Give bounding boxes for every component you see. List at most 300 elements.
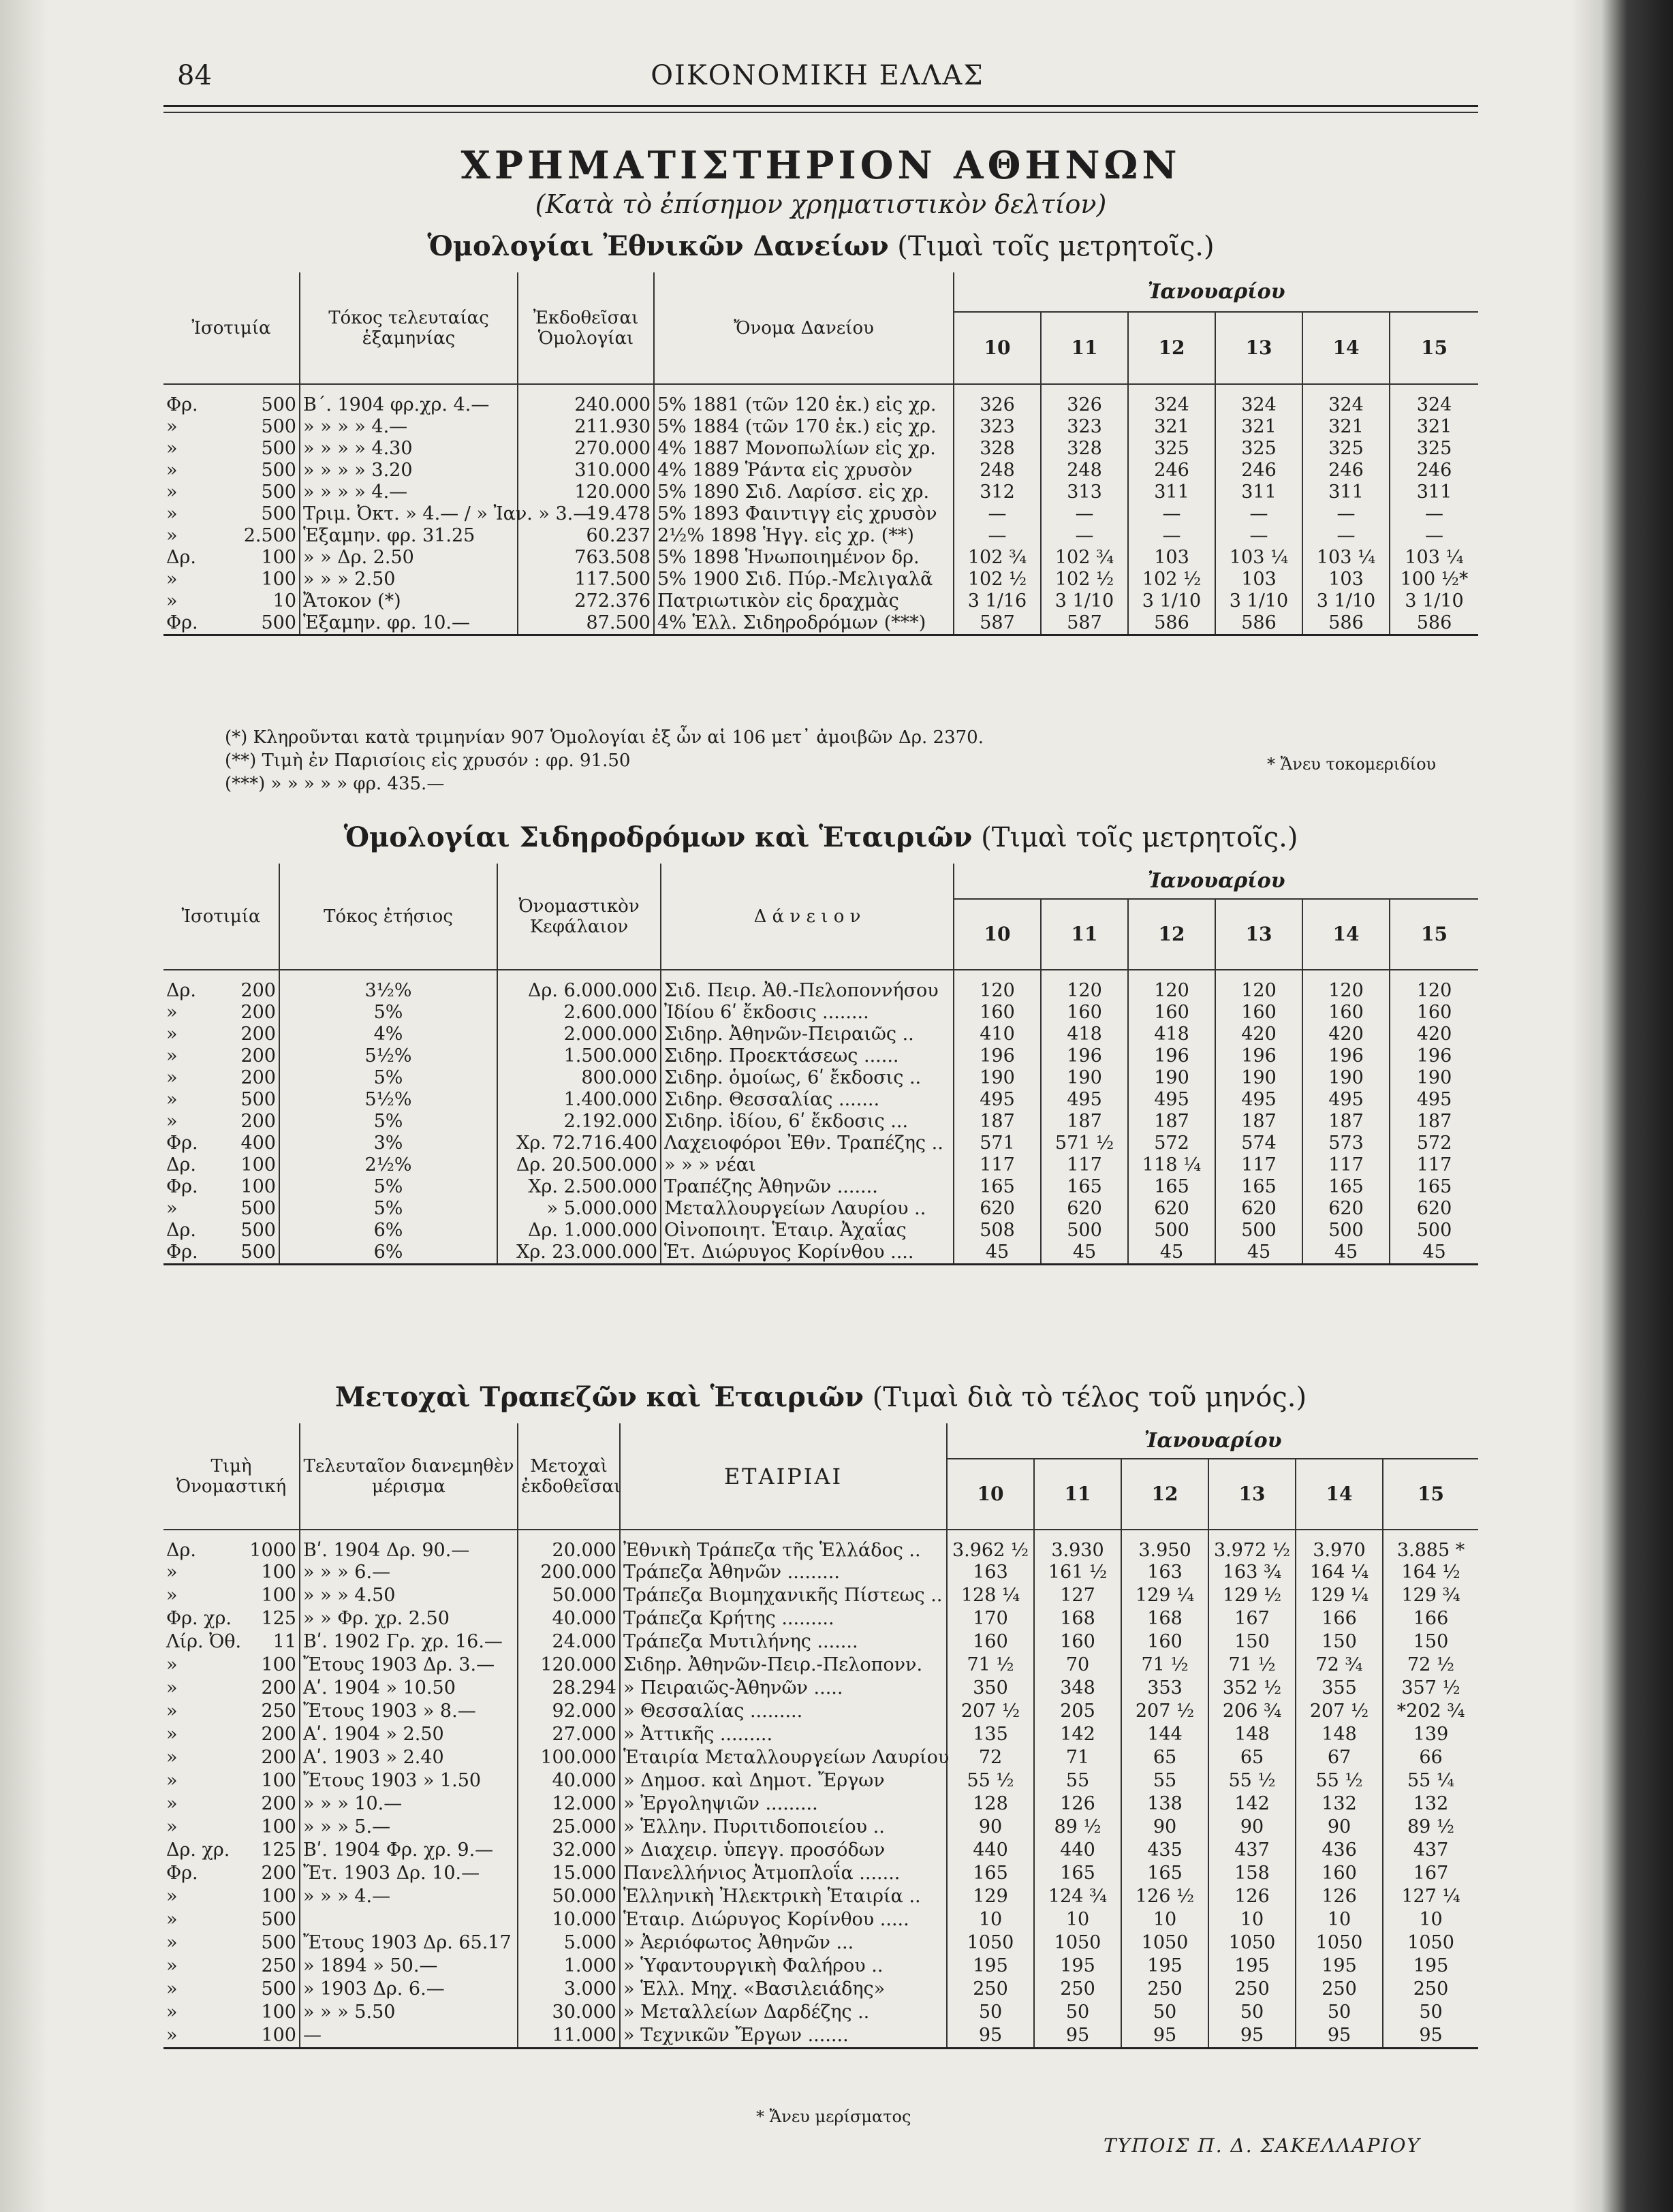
company-name-cell: » Δημοσ. καὶ Δημοτ. Ἔργων — [620, 1770, 947, 1793]
price-day-14: 325 — [1302, 438, 1390, 460]
currency: Λίρ. Ὀθ. — [166, 1631, 242, 1652]
price-day-14: 420 — [1302, 1024, 1390, 1045]
day-10: 10 — [954, 312, 1041, 384]
par-value-cell — [163, 481, 300, 503]
table-row — [163, 1067, 1478, 1089]
table-row — [163, 503, 1478, 525]
company-name-cell: » Ἀττικῆς ......... — [620, 1724, 947, 1747]
price-day-14: 72 ¾ — [1296, 1654, 1383, 1677]
price-day-10: 55 ½ — [947, 1770, 1034, 1793]
interest-cell: » » » » 4.— — [300, 481, 518, 503]
loan-name-cell: Ἑτ. Διώρυγος Κορίνθου .... — [661, 1242, 954, 1265]
par-value-cell — [163, 1176, 279, 1198]
issued-bonds-cell: 211.930 — [518, 416, 654, 438]
price-day-15: — — [1425, 525, 1444, 546]
loan-name-cell: Τραπέζης Ἀθηνῶν ....... — [661, 1176, 954, 1198]
company-name-cell: Ἑλληνικὴ Ἠλεκτρικὴ Ἑταιρία .. — [620, 1886, 947, 1909]
dividend-cell: — — [300, 2025, 518, 2048]
par-value-cell — [163, 1724, 300, 1747]
table-row — [163, 1839, 1478, 1863]
par-value: 200 — [261, 1724, 296, 1745]
loan-name-cell: 5% 1900 Σιδ. Πύρ.-Μελιγαλᾶ — [654, 569, 954, 590]
par-value-cell — [163, 1816, 300, 1839]
price-day-11: 248 — [1041, 460, 1128, 481]
section1-table-head — [163, 272, 1478, 384]
currency: » — [166, 1585, 178, 1606]
table-row — [163, 1909, 1478, 1932]
loan-name-cell: » » » νέαι — [661, 1154, 954, 1176]
table-row — [163, 1111, 1478, 1133]
price-day-13: 311 — [1215, 481, 1302, 503]
par-value-cell — [163, 1932, 300, 1955]
price-day-13: 150 — [1208, 1631, 1296, 1654]
par-value-cell — [163, 384, 300, 416]
par-value: 100 — [261, 1585, 296, 1606]
currency: Φρ. — [166, 612, 198, 633]
par-value: 500 — [261, 460, 296, 481]
currency: » — [166, 1067, 178, 1088]
day-15: 15 — [1383, 1459, 1478, 1530]
table-row — [163, 1242, 1478, 1265]
price-day-15: 187 — [1416, 1111, 1452, 1132]
interest-cell: » » » » 4.30 — [300, 438, 518, 460]
price-day-10: 250 — [947, 1978, 1034, 2002]
issued-bonds-cell: 310.000 — [518, 460, 654, 481]
price-day-11: 142 — [1034, 1724, 1121, 1747]
dividend-cell: Ἔτ. 1903 Δρ. 10.— — [300, 1863, 518, 1886]
price-day-12: 325 — [1128, 438, 1215, 460]
price-day-12: 165 — [1121, 1863, 1208, 1886]
loan-name-cell: 4% 1889 Ῥάντα εἰς χρυσὸν — [654, 460, 954, 481]
price-day-12: 65 — [1121, 1747, 1208, 1770]
price-day-12: 190 — [1128, 1067, 1215, 1089]
price-day-11: 3.930 — [1034, 1530, 1121, 1562]
day-12: 12 — [1128, 899, 1215, 970]
price-day-15: 1050 — [1407, 1932, 1454, 1953]
price-day-11: 160 — [1041, 1002, 1128, 1024]
company-name-cell: Σιδηρ. Ἀθηνῶν-Πειρ.-Πελοπονν. — [620, 1654, 947, 1677]
table-row — [163, 384, 1478, 416]
loan-name-cell: Σιδηρ. Ἀθηνῶν-Πειραιῶς .. — [661, 1024, 954, 1045]
price-day-13: 195 — [1208, 1955, 1296, 1978]
section2-table-head — [163, 864, 1478, 970]
price-day-13: 10 — [1208, 1909, 1296, 1932]
table-row — [163, 1002, 1478, 1024]
price-day-11: — — [1041, 525, 1128, 547]
price-day-10: — — [954, 525, 1041, 547]
price-day-10: 117 — [954, 1154, 1041, 1176]
par-value-cell — [163, 416, 300, 438]
par-value-cell — [163, 1002, 279, 1024]
loan-name-cell: 2½% 1898 Ἡγγ. εἰς χρ. (**) — [654, 525, 954, 547]
price-day-14: 10 — [1296, 1909, 1383, 1932]
price-day-14: 3 1/10 — [1302, 590, 1390, 612]
price-day-15: 165 — [1416, 1176, 1452, 1197]
price-day-14: 321 — [1302, 416, 1390, 438]
price-day-12: 620 — [1128, 1198, 1215, 1220]
company-name-cell: » Πειραιῶς-Ἀθηνῶν ..... — [620, 1677, 947, 1701]
par-value: 200 — [240, 1045, 276, 1066]
currency: » — [166, 569, 178, 590]
par-value: 200 — [261, 1677, 296, 1698]
loan-name-cell: 5% 1890 Σιδ. Λαρίσσ. εἰς χρ. — [654, 481, 954, 503]
table-row — [163, 1154, 1478, 1176]
price-day-13: 167 — [1208, 1608, 1296, 1631]
loan-name-cell: Οἰνοποιητ. Ἑταιρ. Ἀχαΐας — [661, 1220, 954, 1242]
par-value-cell — [163, 612, 300, 635]
price-day-12: 129 ¼ — [1121, 1585, 1208, 1608]
par-value-cell — [163, 525, 300, 547]
table-row — [163, 1133, 1478, 1154]
par-value-cell — [163, 1701, 300, 1724]
capital-cell: Δρ. 1.000.000 — [497, 1220, 661, 1242]
price-day-12: 45 — [1128, 1242, 1215, 1265]
price-day-10: 170 — [947, 1608, 1034, 1631]
price-day-15: 127 ¼ — [1401, 1886, 1460, 1907]
currency: Φρ. — [166, 1863, 198, 1884]
currency: Δρ. — [166, 1540, 196, 1561]
loan-name-cell: Σιδηρ. ὁμοίως, 6ʹ ἔκδοσις .. — [661, 1067, 954, 1089]
table-row — [163, 1045, 1478, 1067]
dividend-cell: Αʹ. 1904 » 2.50 — [300, 1724, 518, 1747]
price-day-14: 90 — [1296, 1816, 1383, 1839]
price-day-10: 1050 — [947, 1932, 1034, 1955]
price-day-13: 495 — [1215, 1089, 1302, 1111]
par-value-cell — [163, 1067, 279, 1089]
price-day-11: 127 — [1034, 1585, 1121, 1608]
price-day-13: 95 — [1208, 2025, 1296, 2048]
price-day-15: 3.885 * — [1396, 1540, 1465, 1561]
price-day-14: 620 — [1302, 1198, 1390, 1220]
price-day-15: 100 ½* — [1400, 569, 1469, 590]
note-2: (**) Τιμὴ ἐν Παρισίοις εἰς χρυσόν : φρ. 91.50 — [225, 750, 631, 771]
capital-cell: 1.500.000 — [497, 1045, 661, 1067]
price-day-13: 142 — [1208, 1793, 1296, 1816]
shares-issued-cell: 10.000 — [518, 1909, 620, 1932]
par-value-cell — [163, 1585, 300, 1608]
price-day-13: 352 ½ — [1208, 1677, 1296, 1701]
loan-name-cell: Λαχειοφόροι Ἐθν. Τραπέζης .. — [661, 1133, 954, 1154]
capital-cell: Δρ. 6.000.000 — [497, 970, 661, 1002]
table-row — [163, 2002, 1478, 2025]
price-day-10: 72 — [947, 1747, 1034, 1770]
day-12: 12 — [1121, 1459, 1208, 1530]
company-name-cell: Ἑταιρία Μεταλλουργείων Λαυρίου — [620, 1747, 947, 1770]
currency: Φρ. — [166, 1133, 198, 1154]
price-day-11: 3 1/10 — [1041, 590, 1128, 612]
price-day-11: 120 — [1041, 970, 1128, 1002]
price-day-10: 350 — [947, 1677, 1034, 1701]
main-title: ΧΡΗΜΑΤΙΣΤΗΡΙΟΝ ΑΘΗΝΩΝ — [460, 143, 1181, 188]
price-day-14: 45 — [1302, 1242, 1390, 1265]
currency: Δρ. χρ. — [166, 1839, 230, 1861]
shares-issued-cell: 24.000 — [518, 1631, 620, 1654]
day-13: 13 — [1215, 312, 1302, 384]
interest-cell: Ἑξαμην. φρ. 31.25 — [300, 525, 518, 547]
par-value: 200 — [261, 1747, 296, 1768]
price-day-14: 195 — [1296, 1955, 1383, 1978]
par-value-cell — [163, 1747, 300, 1770]
par-value: 200 — [240, 980, 276, 1001]
shares-issued-cell: 25.000 — [518, 1816, 620, 1839]
currency: » — [166, 1747, 178, 1768]
par-value-cell — [163, 438, 300, 460]
col-merisma: Τελευταῖον διανεμηθὲν μέρισμα — [300, 1423, 518, 1530]
price-day-10: 129 — [947, 1886, 1034, 1909]
price-day-12: 572 — [1128, 1133, 1215, 1154]
subtitle: (Κατὰ τὸ ἐπίσημον χρηματιστικὸν δελτίον) — [535, 189, 1107, 219]
currency: Δρ. — [166, 547, 196, 568]
currency: Φρ. — [166, 394, 198, 415]
price-day-13: 45 — [1215, 1242, 1302, 1265]
price-day-14: 103 — [1302, 569, 1390, 590]
par-value-cell — [163, 1562, 300, 1585]
price-day-14: 160 — [1302, 1002, 1390, 1024]
price-day-13: 325 — [1215, 438, 1302, 460]
price-day-12: 165 — [1128, 1176, 1215, 1198]
price-day-13: 71 ½ — [1208, 1654, 1296, 1677]
table-row — [163, 525, 1478, 547]
par-value: 100 — [261, 1654, 296, 1675]
price-day-12: 138 — [1121, 1793, 1208, 1816]
price-day-13: 148 — [1208, 1724, 1296, 1747]
par-value: 500 — [240, 1089, 276, 1110]
price-day-10: 102 ¾ — [954, 547, 1041, 569]
par-value: 11 — [272, 1631, 296, 1652]
par-value: 400 — [240, 1133, 276, 1154]
price-day-11: 102 ½ — [1041, 569, 1128, 590]
price-day-14: 355 — [1296, 1677, 1383, 1701]
par-value-cell — [163, 1154, 279, 1176]
price-day-12: 144 — [1121, 1724, 1208, 1747]
table-row — [163, 1932, 1478, 1955]
price-day-13: — — [1215, 503, 1302, 525]
par-value-cell — [163, 1978, 300, 2002]
price-day-14: 120 — [1302, 970, 1390, 1002]
par-value: 500 — [261, 612, 296, 633]
dividend-cell: Αʹ. 1904 » 10.50 — [300, 1677, 518, 1701]
price-day-12: 55 — [1121, 1770, 1208, 1793]
loan-name-cell: 5% 1898 Ἡνωποιημένον δρ. — [654, 547, 954, 569]
capital-cell: 2.600.000 — [497, 1002, 661, 1024]
par-value: 500 — [261, 503, 296, 524]
table-row — [163, 970, 1478, 1002]
dividend-cell: » » » 4.— — [300, 1886, 518, 1909]
shares-issued-cell: 50.000 — [518, 1585, 620, 1608]
par-value: 200 — [240, 1002, 276, 1023]
currency: Φρ. — [166, 1176, 198, 1197]
price-day-13: 190 — [1215, 1067, 1302, 1089]
loan-name-cell: 5% 1881 (τῶν 120 ἑκ.) εἰς χρ. — [654, 384, 954, 416]
capital-cell: 800.000 — [497, 1067, 661, 1089]
price-day-11: 620 — [1041, 1198, 1128, 1220]
par-value-cell — [163, 1793, 300, 1816]
col-isotimia: Ἰσοτιμία — [163, 272, 300, 384]
table-row — [163, 1585, 1478, 1608]
section1-table-body — [163, 384, 1478, 635]
price-day-12: 586 — [1128, 612, 1215, 635]
price-day-14: 166 — [1296, 1608, 1383, 1631]
company-name-cell: » Ὑφαντουργικὴ Φαλήρου .. — [620, 1955, 947, 1978]
interest-cell: Ἄτοκον (*) — [300, 590, 518, 612]
dividend-cell: » » » 4.50 — [300, 1585, 518, 1608]
day-12: 12 — [1128, 312, 1215, 384]
day-15: 15 — [1390, 312, 1478, 384]
interest-cell: » » » 2.50 — [300, 569, 518, 590]
interest-cell: 6% — [279, 1220, 497, 1242]
table-row — [163, 1608, 1478, 1631]
company-name-cell: » Διαχειρ. ὑπεγγ. προσόδων — [620, 1839, 947, 1863]
capital-cell: 2.000.000 — [497, 1024, 661, 1045]
par-value: 200 — [240, 1111, 276, 1132]
loan-name-cell: Ἰδίου 6ʹ ἔκδοσις ........ — [661, 1002, 954, 1024]
issued-bonds-cell: 87.500 — [518, 612, 654, 635]
price-day-10: 248 — [954, 460, 1041, 481]
currency: » — [166, 1701, 178, 1722]
price-day-14: 436 — [1296, 1839, 1383, 1863]
price-day-12: 102 ½ — [1128, 569, 1215, 590]
price-day-11: 328 — [1041, 438, 1128, 460]
price-day-12: 187 — [1128, 1111, 1215, 1133]
par-value-cell — [163, 2002, 300, 2025]
price-day-15: 620 — [1416, 1198, 1452, 1219]
capital-cell: Χρ. 2.500.000 — [497, 1176, 661, 1198]
issued-bonds-cell: 270.000 — [518, 438, 654, 460]
company-name-cell: » Ἀεριόφωτος Ἀθηνῶν ... — [620, 1932, 947, 1955]
table-row — [163, 612, 1478, 635]
price-day-13: 90 — [1208, 1816, 1296, 1839]
page-number: 84 — [177, 60, 212, 91]
interest-cell: 5% — [279, 1176, 497, 1198]
price-day-14: 103 ¼ — [1302, 547, 1390, 569]
shares-issued-cell: 11.000 — [518, 2025, 620, 2048]
par-value: 500 — [261, 1978, 296, 2000]
page-spine-shadow — [0, 0, 48, 2212]
price-day-14: 126 — [1296, 1886, 1383, 1909]
dividend-cell: » » » 6.— — [300, 1562, 518, 1585]
shares-issued-cell: 15.000 — [518, 1863, 620, 1886]
loan-name-cell: Πατριωτικὸν εἰς δραχμὰς — [654, 590, 954, 612]
par-value-cell — [163, 1045, 279, 1067]
price-day-13: — — [1215, 525, 1302, 547]
price-day-15: 150 — [1413, 1631, 1449, 1652]
price-day-10: 90 — [947, 1816, 1034, 1839]
price-day-11: 117 — [1041, 1154, 1128, 1176]
company-name-cell: Ἐθνικὴ Τράπεζα τῆς Ἑλλάδος .. — [620, 1530, 947, 1562]
interest-cell: 5½% — [279, 1045, 497, 1067]
page-edge-shadow — [1571, 0, 1673, 2212]
price-day-14: 150 — [1296, 1631, 1383, 1654]
price-day-11: 95 — [1034, 2025, 1121, 2048]
price-day-14: 187 — [1302, 1111, 1390, 1133]
price-day-11: 160 — [1034, 1631, 1121, 1654]
price-day-14: 50 — [1296, 2002, 1383, 2025]
price-day-12: 71 ½ — [1121, 1654, 1208, 1677]
price-day-11: 495 — [1041, 1089, 1128, 1111]
par-value: 500 — [240, 1220, 276, 1241]
journal-title: ΟΙΚΟΝΟΜΙΚΗ ΕΛΛΑΣ — [651, 60, 984, 91]
price-day-12: 118 ¼ — [1128, 1154, 1215, 1176]
company-name-cell: » Τεχνικῶν Ἔργων ....... — [620, 2025, 947, 2048]
section1-title: Ὁμολογίαι Ἐθνικῶν Δανείων — [427, 230, 889, 262]
shares-issued-cell: 40.000 — [518, 1608, 620, 1631]
table-row — [163, 1816, 1478, 1839]
price-day-10: 508 — [954, 1220, 1041, 1242]
dividend-cell: Αʹ. 1903 » 2.40 — [300, 1747, 518, 1770]
dividend-cell: Βʹ. 1902 Γρ. χρ. 16.— — [300, 1631, 518, 1654]
interest-cell: 5% — [279, 1198, 497, 1220]
price-day-13: 126 — [1208, 1886, 1296, 1909]
table-row — [163, 1955, 1478, 1978]
price-day-13: 586 — [1215, 612, 1302, 635]
day-13: 13 — [1215, 899, 1302, 970]
currency: » — [166, 1654, 178, 1675]
price-day-13: 3 1/10 — [1215, 590, 1302, 612]
table-row — [163, 1770, 1478, 1793]
shares-issued-cell: 3.000 — [518, 1978, 620, 2002]
currency: » — [166, 1724, 178, 1745]
price-day-15: 437 — [1413, 1839, 1449, 1861]
day-14: 14 — [1302, 312, 1390, 384]
shares-issued-cell: 1.000 — [518, 1955, 620, 1978]
par-value-cell — [163, 590, 300, 612]
price-day-11: 187 — [1041, 1111, 1128, 1133]
table-row — [163, 1654, 1478, 1677]
price-day-13: 103 ¼ — [1215, 547, 1302, 569]
price-day-12: 500 — [1128, 1220, 1215, 1242]
par-value: 200 — [261, 1863, 296, 1884]
price-day-10: 323 — [954, 416, 1041, 438]
interest-cell: 5% — [279, 1067, 497, 1089]
currency: Φρ. — [166, 1242, 198, 1263]
par-value: 500 — [261, 394, 296, 415]
par-value: 100 — [261, 2002, 296, 2023]
price-day-13: 129 ½ — [1208, 1585, 1296, 1608]
par-value-cell — [163, 1839, 300, 1863]
price-day-14: — — [1302, 503, 1390, 525]
issued-bonds-cell: 19.478 — [518, 503, 654, 525]
par-value: 500 — [261, 1932, 296, 1953]
table-row — [163, 1089, 1478, 1111]
company-name-cell: » Μεταλλείων Δαρδέζης .. — [620, 2002, 947, 2025]
loan-name-cell: Σιδηρ. ἰδίου, 6ʹ ἔκδοσις ... — [661, 1111, 954, 1133]
currency: » — [166, 1045, 178, 1066]
price-day-14: 160 — [1296, 1863, 1383, 1886]
company-name-cell: Ἑταιρ. Διώρυγος Κορίνθου ..... — [620, 1909, 947, 1932]
table-row — [163, 1677, 1478, 1701]
interest-cell: » » Δρ. 2.50 — [300, 547, 518, 569]
currency: » — [166, 525, 178, 546]
price-day-13: 1050 — [1208, 1932, 1296, 1955]
par-value-cell — [163, 1608, 300, 1631]
price-day-15: 139 — [1413, 1724, 1449, 1745]
price-day-11: 45 — [1041, 1242, 1128, 1265]
table-row — [163, 1631, 1478, 1654]
price-day-15: 117 — [1416, 1154, 1452, 1175]
table-row — [163, 460, 1478, 481]
price-day-11: 190 — [1041, 1067, 1128, 1089]
price-day-12: 321 — [1128, 416, 1215, 438]
price-day-11: — — [1041, 503, 1128, 525]
price-day-15: 164 ½ — [1401, 1562, 1460, 1583]
section3-title: Μετοχαὶ Τραπεζῶν καὶ Ἑταιριῶν — [334, 1381, 864, 1413]
par-value-cell — [163, 1089, 279, 1111]
section3-table — [163, 1423, 1478, 2049]
day-10: 10 — [947, 1459, 1034, 1530]
section3-table-body — [163, 1530, 1478, 2048]
par-value-cell — [163, 1631, 300, 1654]
price-day-15: 50 — [1419, 2002, 1443, 2023]
